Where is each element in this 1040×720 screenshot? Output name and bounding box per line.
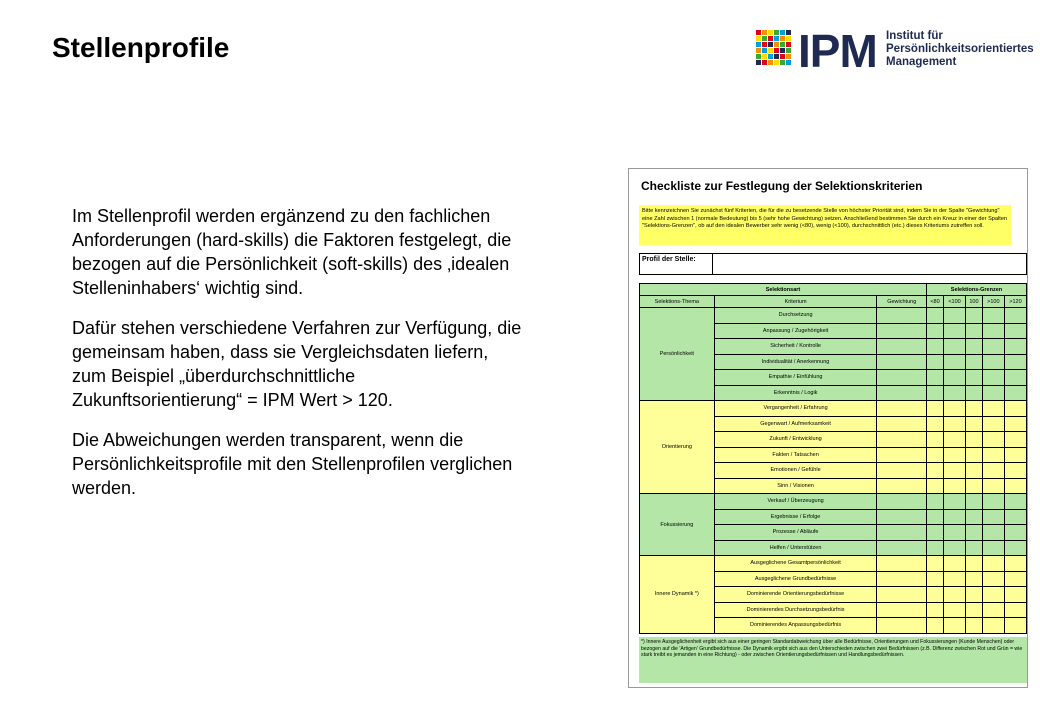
table-header-groups — [640, 284, 1027, 296]
group-label: Orientierung — [640, 401, 715, 494]
limit-cell[interactable] — [944, 463, 966, 479]
slide-title: Stellenprofile — [52, 32, 230, 63]
profile-label: Profil der Stelle: — [640, 254, 713, 274]
limit-cell[interactable] — [1004, 385, 1026, 401]
limit-cell[interactable] — [982, 556, 1004, 572]
column-header: >100 — [982, 296, 1004, 308]
header-group-grenzen: Selektions-Grenzen — [926, 284, 1026, 296]
group-label: Innere Dynamik *) — [640, 556, 715, 634]
limit-cell[interactable] — [982, 339, 1004, 355]
limit-cell[interactable] — [966, 447, 983, 463]
logo-mosaic-square — [768, 42, 773, 47]
paragraph-1: Im Stellenprofil werden ergänzend zu den fachlichen Anforderungen (hard-skills) die Faktoren festgelegt, die bezogen auf die Persönlichkeit (soft-skills) des ‚idealen Stelleninhabers‘ wichtig sind. — [72, 206, 512, 298]
limit-cell[interactable] — [966, 339, 983, 355]
criterion-cell: Ausgeglichene Grundbedürfnisse — [714, 571, 877, 587]
limit-cell[interactable] — [926, 354, 943, 370]
limit-cell[interactable] — [926, 618, 943, 634]
logo-mosaic-icon — [756, 30, 792, 66]
body-text — [72, 204, 527, 516]
limit-cell[interactable] — [982, 354, 1004, 370]
limit-cell[interactable] — [926, 463, 943, 479]
criterion-cell: Ergebnisse / Erfolge — [714, 509, 877, 525]
criterion-cell: Ausgeglichene Gesamtpersönlichkeit — [714, 556, 877, 572]
checklist-title: Checkliste zur Festlegung der Selektionskriterien — [641, 179, 923, 193]
limit-cell[interactable] — [926, 308, 943, 324]
limit-cell[interactable] — [982, 587, 1004, 603]
table-row — [640, 494, 1027, 510]
limit-cell[interactable] — [944, 478, 966, 494]
weight-cell[interactable] — [877, 602, 926, 618]
limit-cell[interactable] — [982, 385, 1004, 401]
weight-cell[interactable] — [877, 401, 926, 417]
logo-mosaic-square — [774, 48, 779, 53]
paragraph-3: Die Abweichungen werden transparent, wenn die Persönlichkeitsprofile mit den Stellenprofilen verglichen werden. — [72, 430, 513, 498]
limit-cell[interactable] — [982, 571, 1004, 587]
limit-cell[interactable] — [982, 478, 1004, 494]
logo-subtitle-line: Institut für — [886, 30, 943, 42]
criterion-cell: Dominierende Orientierungsbedürfnisse — [714, 587, 877, 603]
limit-cell[interactable] — [1004, 432, 1026, 448]
limit-cell[interactable] — [1004, 339, 1026, 355]
logo-mosaic-square — [774, 60, 779, 65]
logo-mosaic-square — [774, 36, 779, 41]
limit-cell[interactable] — [1004, 323, 1026, 339]
limit-cell[interactable] — [966, 556, 983, 572]
limit-cell[interactable] — [1004, 571, 1026, 587]
limit-cell[interactable] — [926, 370, 943, 386]
limit-cell[interactable] — [1004, 540, 1026, 556]
limit-cell[interactable] — [944, 540, 966, 556]
limit-cell[interactable] — [926, 540, 943, 556]
table-row — [640, 308, 1027, 324]
limit-cell[interactable] — [1004, 494, 1026, 510]
limit-cell[interactable] — [944, 602, 966, 618]
criterion-cell: Verkauf / Überzeugung — [714, 494, 877, 510]
logo-subtitle — [886, 30, 1034, 69]
criterion-cell: Empathie / Einfühlung — [714, 370, 877, 386]
limit-cell[interactable] — [944, 323, 966, 339]
criteria-table — [639, 283, 1027, 634]
logo-mosaic-square — [756, 54, 761, 59]
limit-cell[interactable] — [966, 478, 983, 494]
limit-cell[interactable] — [944, 571, 966, 587]
logo-mosaic-square — [768, 54, 773, 59]
criterion-cell: Dominierendes Anpassungsbedürfnis — [714, 618, 877, 634]
logo-mosaic-square — [768, 48, 773, 53]
limit-cell[interactable] — [1004, 416, 1026, 432]
limit-cell[interactable] — [1004, 463, 1026, 479]
group-label: Persönlichkeit — [640, 308, 715, 401]
limit-cell[interactable] — [1004, 354, 1026, 370]
limit-cell[interactable] — [944, 370, 966, 386]
limit-cell[interactable] — [982, 401, 1004, 417]
limit-cell[interactable] — [926, 494, 943, 510]
limit-cell[interactable] — [926, 385, 943, 401]
criterion-cell: Gegenwart / Aufmerksamkeit — [714, 416, 877, 432]
limit-cell[interactable] — [966, 509, 983, 525]
weight-cell[interactable] — [877, 370, 926, 386]
logo-mosaic-square — [756, 42, 761, 47]
criterion-cell: Durchsetzung — [714, 308, 877, 324]
limit-cell[interactable] — [944, 432, 966, 448]
weight-cell[interactable] — [877, 478, 926, 494]
weight-cell[interactable] — [877, 308, 926, 324]
limit-cell[interactable] — [944, 308, 966, 324]
limit-cell[interactable] — [926, 556, 943, 572]
logo-mosaic-square — [780, 36, 785, 41]
weight-cell[interactable] — [877, 494, 926, 510]
criterion-cell: Dominierendes Durchsetzungsbedürfnis — [714, 602, 877, 618]
limit-cell[interactable] — [1004, 509, 1026, 525]
table-row — [640, 401, 1027, 417]
limit-cell[interactable] — [982, 432, 1004, 448]
limit-cell[interactable] — [966, 571, 983, 587]
logo-mosaic-square — [762, 54, 767, 59]
logo-mosaic-square — [780, 42, 785, 47]
limit-cell[interactable] — [982, 618, 1004, 634]
logo-mosaic-square — [774, 54, 779, 59]
limit-cell[interactable] — [926, 401, 943, 417]
logo-mosaic-square — [762, 42, 767, 47]
limit-cell[interactable] — [982, 463, 1004, 479]
column-header: Selektions-Thema — [640, 296, 715, 308]
limit-cell[interactable] — [1004, 587, 1026, 603]
weight-cell[interactable] — [877, 463, 926, 479]
limit-cell[interactable] — [966, 525, 983, 541]
column-header: 100 — [966, 296, 983, 308]
weight-cell[interactable] — [877, 556, 926, 572]
weight-cell[interactable] — [877, 540, 926, 556]
limit-cell[interactable] — [926, 602, 943, 618]
column-header: >120 — [1004, 296, 1026, 308]
limit-cell[interactable] — [944, 401, 966, 417]
group-label: Fokussierung — [640, 494, 715, 556]
logo-mosaic-square — [786, 54, 791, 59]
limit-cell[interactable] — [982, 540, 1004, 556]
limit-cell[interactable] — [982, 416, 1004, 432]
limit-cell[interactable] — [966, 540, 983, 556]
limit-cell[interactable] — [982, 323, 1004, 339]
limit-cell[interactable] — [926, 447, 943, 463]
limit-cell[interactable] — [926, 478, 943, 494]
logo-mosaic-square — [756, 48, 761, 53]
limit-cell[interactable] — [966, 401, 983, 417]
limit-cell[interactable] — [926, 323, 943, 339]
limit-cell[interactable] — [1004, 308, 1026, 324]
weight-cell[interactable] — [877, 509, 926, 525]
checklist-instructions: Bitte kennzeichnen Sie zunächst fünf Kriterien, die für die zu besetzende Stelle von höchster Priorität sind, indem Sie in der Spalte "Gewichtung" eine Zahl zwischen 1 (normale Bedeutung) bis 5 (sehr hohe Gewichtung) setzen. Anschließend bestimmen Sie durch ein Kreuz in einer der Spalten "Selektions-Grenzen", ob auf den idealen Bewerber sehr wenig (<80), wenig (<100), durchschnittlich (etc.) dieses Kriteriums zutreffen soll. — [639, 205, 1011, 245]
weight-cell[interactable] — [877, 618, 926, 634]
limit-cell[interactable] — [926, 525, 943, 541]
limit-cell[interactable] — [966, 416, 983, 432]
logo-subtitle-line: Persönlichkeitsorientiertes — [886, 43, 1034, 55]
logo-mosaic-square — [762, 36, 767, 41]
limit-cell[interactable] — [926, 432, 943, 448]
logo-mosaic-square — [756, 36, 761, 41]
checklist-document-image — [628, 168, 1028, 688]
logo-mosaic-square — [762, 30, 767, 35]
criterion-cell: Vergangenheit / Erfahrung — [714, 401, 877, 417]
logo-mosaic-square — [768, 30, 773, 35]
weight-cell[interactable] — [877, 432, 926, 448]
limit-cell[interactable] — [966, 354, 983, 370]
logo-subtitle-line: Management — [886, 56, 957, 68]
limit-cell[interactable] — [966, 308, 983, 324]
logo-mosaic-square — [786, 48, 791, 53]
limit-cell[interactable] — [944, 494, 966, 510]
weight-cell[interactable] — [877, 571, 926, 587]
limit-cell[interactable] — [982, 602, 1004, 618]
limit-cell[interactable] — [944, 587, 966, 603]
limit-cell[interactable] — [966, 587, 983, 603]
logo-mosaic-square — [780, 54, 785, 59]
logo-mosaic-square — [768, 36, 773, 41]
column-header: <80 — [926, 296, 943, 308]
logo-mosaic-square — [774, 42, 779, 47]
criterion-cell: Helfen / Unterstützen — [714, 540, 877, 556]
column-header: Gewichtung — [877, 296, 926, 308]
limit-cell[interactable] — [926, 509, 943, 525]
weight-cell[interactable] — [877, 354, 926, 370]
limit-cell[interactable] — [982, 447, 1004, 463]
limit-cell[interactable] — [944, 385, 966, 401]
checklist-footnote: *) Innere Ausgeglichenheit ergibt sich aus einer geringen Standardabweichung über alle Bedürfnisse, Orientierungen und Fokussierungen (Kunde Menschen) oder bezogen auf die 'Artigen' Grundbedürfnisse. Die Dynamik ergibt sich aus den Unterschieden zwischen zwei Bedürfnissen (z.B. Differenz zwischen Rot und Grün = wie stark treibt es jemanden in eine Richtung) - oder zwischen Orientierungsbedürfnissen und Handlungsbedürfnissen. — [639, 637, 1027, 683]
limit-cell[interactable] — [944, 447, 966, 463]
logo-mosaic-square — [786, 60, 791, 65]
limit-cell[interactable] — [926, 571, 943, 587]
profile-row — [639, 253, 1027, 275]
logo-wordmark: IPM — [798, 25, 877, 77]
header-group-selektionsart: Selektionsart — [640, 284, 927, 296]
criterion-cell: Anpassung / Zugehörigkeit — [714, 323, 877, 339]
limit-cell[interactable] — [1004, 618, 1026, 634]
weight-cell[interactable] — [877, 385, 926, 401]
logo-mosaic-square — [786, 42, 791, 47]
limit-cell[interactable] — [982, 494, 1004, 510]
criterion-cell: Sicherheit / Kontrolle — [714, 339, 877, 355]
logo-mosaic-square — [786, 30, 791, 35]
limit-cell[interactable] — [982, 308, 1004, 324]
weight-cell[interactable] — [877, 447, 926, 463]
limit-cell[interactable] — [966, 463, 983, 479]
limit-cell[interactable] — [966, 385, 983, 401]
limit-cell[interactable] — [944, 525, 966, 541]
logo-mosaic-square — [762, 48, 767, 53]
limit-cell[interactable] — [944, 618, 966, 634]
limit-cell[interactable] — [982, 370, 1004, 386]
limit-cell[interactable] — [944, 556, 966, 572]
logo-mosaic-square — [780, 30, 785, 35]
criterion-cell: Fakten / Tatsachen — [714, 447, 877, 463]
logo-mosaic-square — [756, 60, 761, 65]
limit-cell[interactable] — [944, 416, 966, 432]
limit-cell[interactable] — [926, 416, 943, 432]
weight-cell[interactable] — [877, 339, 926, 355]
limit-cell[interactable] — [1004, 447, 1026, 463]
table-header-columns — [640, 296, 1027, 308]
limit-cell[interactable] — [1004, 401, 1026, 417]
limit-cell[interactable] — [926, 587, 943, 603]
weight-cell[interactable] — [877, 587, 926, 603]
limit-cell[interactable] — [982, 525, 1004, 541]
limit-cell[interactable] — [966, 602, 983, 618]
limit-cell[interactable] — [1004, 478, 1026, 494]
column-header: <100 — [944, 296, 966, 308]
logo-mosaic-square — [756, 30, 761, 35]
criterion-cell: Zukunft / Entwicklung — [714, 432, 877, 448]
limit-cell[interactable] — [1004, 525, 1026, 541]
limit-cell[interactable] — [1004, 370, 1026, 386]
criterion-cell: Individualität / Anerkennung — [714, 354, 877, 370]
criterion-cell: Sinn / Visionen — [714, 478, 877, 494]
weight-cell[interactable] — [877, 323, 926, 339]
logo-mosaic-square — [768, 60, 773, 65]
limit-cell[interactable] — [926, 339, 943, 355]
criterion-cell: Prozesse / Abläufe — [714, 525, 877, 541]
logo-mosaic-square — [780, 60, 785, 65]
limit-cell[interactable] — [1004, 556, 1026, 572]
limit-cell[interactable] — [966, 494, 983, 510]
ipm-logo — [756, 25, 1034, 77]
limit-cell[interactable] — [966, 618, 983, 634]
logo-mosaic-square — [774, 30, 779, 35]
criterion-cell: Erkenntnis / Logik — [714, 385, 877, 401]
limit-cell[interactable] — [966, 323, 983, 339]
weight-cell[interactable] — [877, 416, 926, 432]
logo-mosaic-square — [780, 48, 785, 53]
table-row — [640, 556, 1027, 572]
weight-cell[interactable] — [877, 525, 926, 541]
limit-cell[interactable] — [944, 354, 966, 370]
limit-cell[interactable] — [944, 339, 966, 355]
criterion-cell: Emotionen / Gefühle — [714, 463, 877, 479]
limit-cell[interactable] — [966, 370, 983, 386]
paragraph-2: Dafür stehen verschiedene Verfahren zur Verfügung, die gemeinsam haben, dass sie Vergleichsdaten liefern, zum Beispiel „überdurchschnittliche Zukunftsorientierung“ = IPM Wert > 120. — [72, 318, 522, 410]
limit-cell[interactable] — [966, 432, 983, 448]
column-header: Kriterium — [714, 296, 877, 308]
limit-cell[interactable] — [944, 509, 966, 525]
logo-mosaic-square — [762, 60, 767, 65]
limit-cell[interactable] — [1004, 602, 1026, 618]
limit-cell[interactable] — [982, 509, 1004, 525]
logo-mosaic-square — [786, 36, 791, 41]
